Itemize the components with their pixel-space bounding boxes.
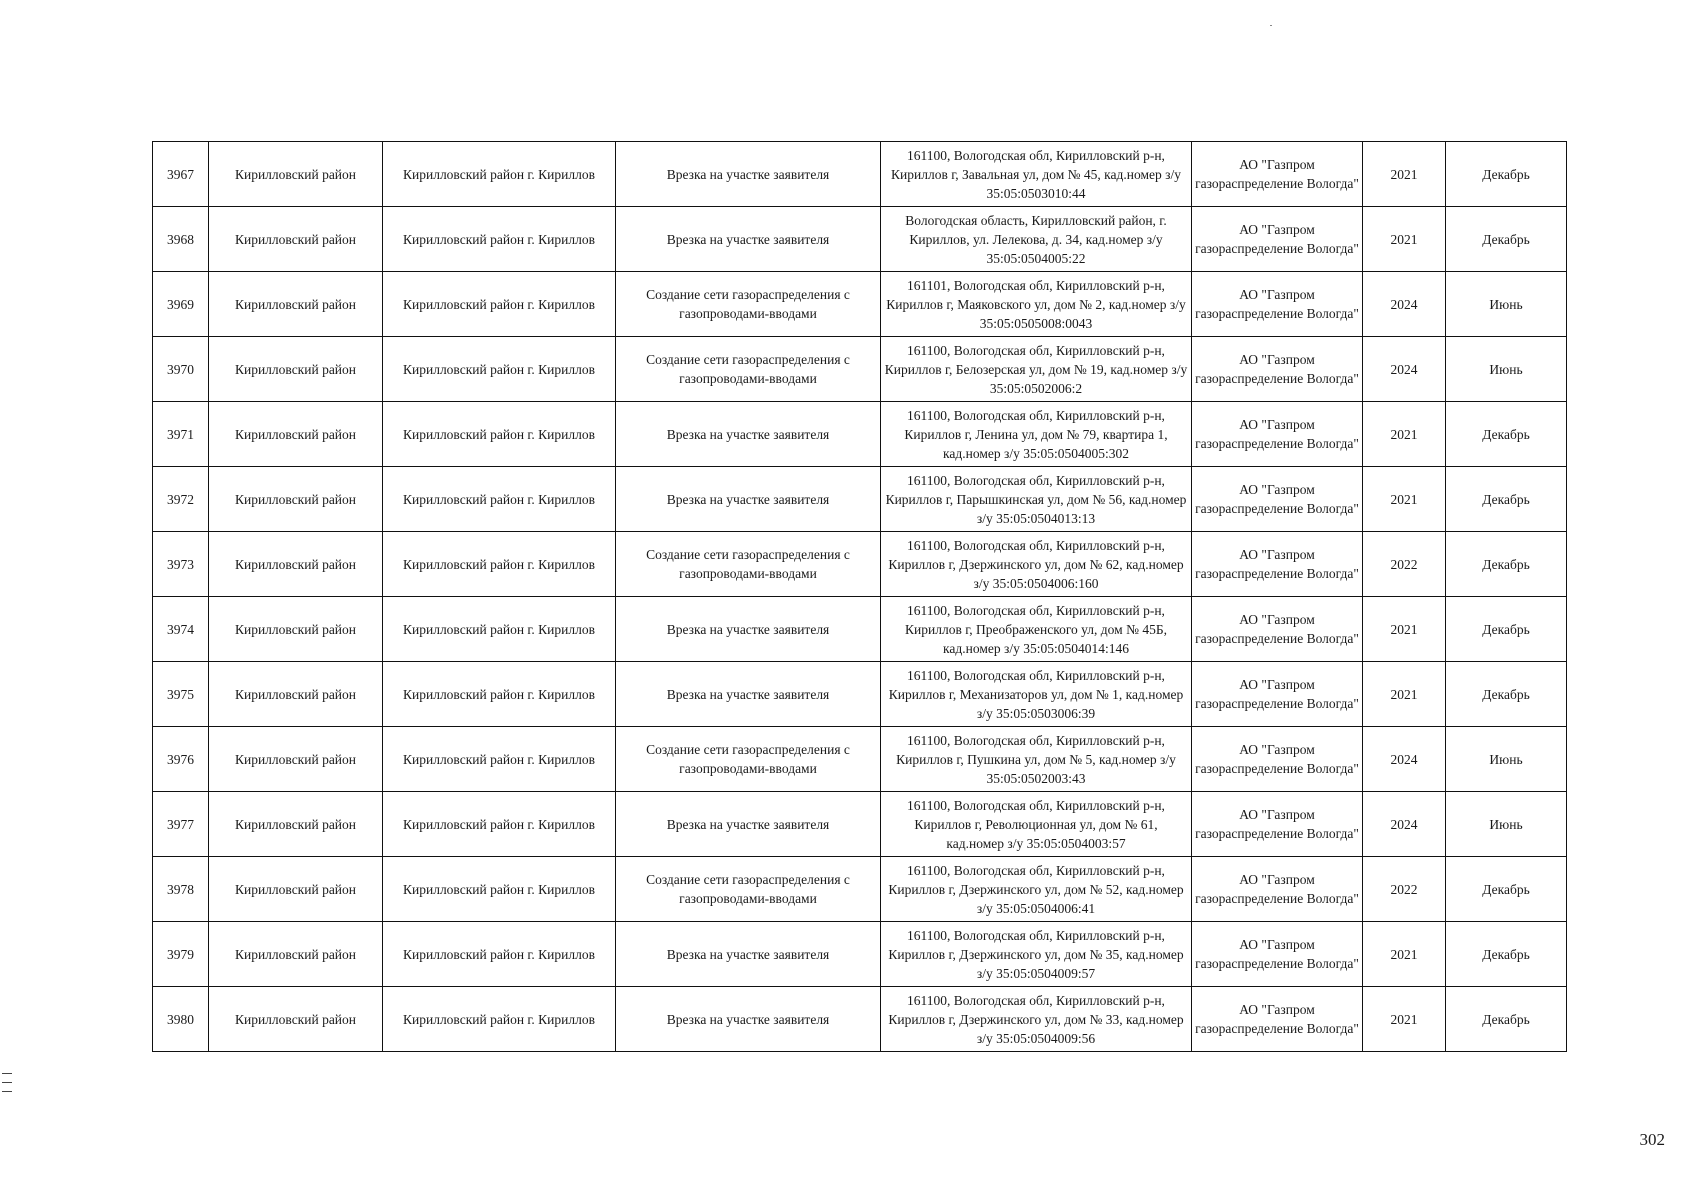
year-cell: 2021 [1363, 922, 1446, 987]
organization-cell: АО "Газпром газораспределение Вологда" [1192, 727, 1363, 792]
year-cell: 2024 [1363, 727, 1446, 792]
month-cell: Декабрь [1446, 207, 1567, 272]
year-cell: 2021 [1363, 142, 1446, 207]
table-body [153, 142, 1567, 1052]
organization-cell: АО "Газпром газораспределение Вологда" [1192, 597, 1363, 662]
locality-cell: Кирилловский район г. Кириллов [383, 207, 616, 272]
gasification-schedule-table [152, 141, 1567, 1052]
address-cell: Вологодская область, Кирилловский район, г. Кириллов, ул. Лелекова, д. 34, кад.номер з/у 35:05:0504005:22 [881, 207, 1192, 272]
work-type-cell: Врезка на участке заявителя [616, 402, 881, 467]
address-cell: 161100, Вологодская обл, Кирилловский р-н, Кириллов г, Преображенского ул, дом № 45Б, кад.номер з/у 35:05:0504014:146 [881, 597, 1192, 662]
organization-cell: АО "Газпром газораспределение Вологда" [1192, 337, 1363, 402]
work-type-cell: Создание сети газораспределения с газопроводами-вводами [616, 532, 881, 597]
district-cell: Кирилловский район [209, 142, 383, 207]
locality-cell: Кирилловский район г. Кириллов [383, 857, 616, 922]
work-type-cell: Врезка на участке заявителя [616, 792, 881, 857]
work-type-cell: Создание сети газораспределения с газопроводами-вводами [616, 857, 881, 922]
address-cell: 161100, Вологодская обл, Кирилловский р-н, Кириллов г, Пушкина ул, дом № 5, кад.номер з/у 35:05:0502003:43 [881, 727, 1192, 792]
table-row [153, 337, 1567, 402]
month-cell: Декабрь [1446, 402, 1567, 467]
organization-cell: АО "Газпром газораспределение Вологда" [1192, 922, 1363, 987]
work-type-cell: Врезка на участке заявителя [616, 987, 881, 1052]
table-row [153, 207, 1567, 272]
work-type-cell: Врезка на участке заявителя [616, 922, 881, 987]
row-number-cell: 3975 [153, 662, 209, 727]
margin-binding-marks [2, 1073, 12, 1100]
district-cell: Кирилловский район [209, 922, 383, 987]
month-cell: Июнь [1446, 727, 1567, 792]
month-cell: Июнь [1446, 337, 1567, 402]
row-number-cell: 3979 [153, 922, 209, 987]
table-row [153, 402, 1567, 467]
locality-cell: Кирилловский район г. Кириллов [383, 597, 616, 662]
month-cell: Декабрь [1446, 857, 1567, 922]
organization-cell: АО "Газпром газораспределение Вологда" [1192, 142, 1363, 207]
locality-cell: Кирилловский район г. Кириллов [383, 662, 616, 727]
year-cell: 2021 [1363, 987, 1446, 1052]
locality-cell: Кирилловский район г. Кириллов [383, 402, 616, 467]
table-row [153, 922, 1567, 987]
address-cell: 161100, Вологодская обл, Кирилловский р-н, Кириллов г, Дзержинского ул, дом № 35, кад.номер з/у 35:05:0504009:57 [881, 922, 1192, 987]
work-type-cell: Врезка на участке заявителя [616, 467, 881, 532]
row-number-cell: 3969 [153, 272, 209, 337]
row-number-cell: 3976 [153, 727, 209, 792]
year-cell: 2021 [1363, 207, 1446, 272]
year-cell: 2024 [1363, 337, 1446, 402]
row-number-cell: 3972 [153, 467, 209, 532]
table-row [153, 272, 1567, 337]
month-cell: Декабрь [1446, 922, 1567, 987]
year-cell: 2021 [1363, 662, 1446, 727]
row-number-cell: 3974 [153, 597, 209, 662]
district-cell: Кирилловский район [209, 337, 383, 402]
organization-cell: АО "Газпром газораспределение Вологда" [1192, 402, 1363, 467]
month-cell: Июнь [1446, 792, 1567, 857]
month-cell: Декабрь [1446, 987, 1567, 1052]
table-row [153, 792, 1567, 857]
page-number: 302 [1639, 1130, 1665, 1149]
locality-cell: Кирилловский район г. Кириллов [383, 272, 616, 337]
locality-cell: Кирилловский район г. Кириллов [383, 337, 616, 402]
locality-cell: Кирилловский район г. Кириллов [383, 792, 616, 857]
organization-cell: АО "Газпром газораспределение Вологда" [1192, 272, 1363, 337]
address-cell: 161100, Вологодская обл, Кирилловский р-н, Кириллов г, Ленина ул, дом № 79, квартира 1, кад.номер з/у 35:05:0504005:302 [881, 402, 1192, 467]
work-type-cell: Создание сети газораспределения с газопроводами-вводами [616, 337, 881, 402]
row-number-cell: 3971 [153, 402, 209, 467]
table-row [153, 987, 1567, 1052]
month-cell: Июнь [1446, 272, 1567, 337]
locality-cell: Кирилловский район г. Кириллов [383, 987, 616, 1052]
table-row [153, 727, 1567, 792]
address-cell: 161100, Вологодская обл, Кирилловский р-н, Кириллов г, Дзержинского ул, дом № 33, кад.номер з/у 35:05:0504009:56 [881, 987, 1192, 1052]
address-cell: 161100, Вологодская обл, Кирилловский р-н, Кириллов г, Завальная ул, дом № 45, кад.номер з/у 35:05:0503010:44 [881, 142, 1192, 207]
district-cell: Кирилловский район [209, 727, 383, 792]
district-cell: Кирилловский район [209, 597, 383, 662]
district-cell: Кирилловский район [209, 532, 383, 597]
month-cell: Декабрь [1446, 532, 1567, 597]
month-cell: Декабрь [1446, 597, 1567, 662]
organization-cell: АО "Газпром газораспределение Вологда" [1192, 467, 1363, 532]
address-cell: 161100, Вологодская обл, Кирилловский р-н, Кириллов г, Революционная ул, дом № 61, кад.номер з/у 35:05:0504003:57 [881, 792, 1192, 857]
address-cell: 161100, Вологодская обл, Кирилловский р-н, Кириллов г, Дзержинского ул, дом № 52, кад.номер з/у 35:05:0504006:41 [881, 857, 1192, 922]
year-cell: 2024 [1363, 272, 1446, 337]
organization-cell: АО "Газпром газораспределение Вологда" [1192, 792, 1363, 857]
organization-cell: АО "Газпром газораспределение Вологда" [1192, 207, 1363, 272]
year-cell: 2021 [1363, 402, 1446, 467]
address-cell: 161100, Вологодская обл, Кирилловский р-н, Кириллов г, Механизаторов ул, дом № 1, кад.номер з/у 35:05:0503006:39 [881, 662, 1192, 727]
table-row [153, 532, 1567, 597]
year-cell: 2022 [1363, 857, 1446, 922]
year-cell: 2021 [1363, 597, 1446, 662]
work-type-cell: Врезка на участке заявителя [616, 662, 881, 727]
scan-speck [1270, 25, 1272, 26]
work-type-cell: Создание сети газораспределения с газопроводами-вводами [616, 727, 881, 792]
district-cell: Кирилловский район [209, 857, 383, 922]
locality-cell: Кирилловский район г. Кириллов [383, 532, 616, 597]
district-cell: Кирилловский район [209, 272, 383, 337]
work-type-cell: Врезка на участке заявителя [616, 142, 881, 207]
address-cell: 161100, Вологодская обл, Кирилловский р-н, Кириллов г, Парышкинская ул, дом № 56, кад.номер з/у 35:05:0504013:13 [881, 467, 1192, 532]
district-cell: Кирилловский район [209, 792, 383, 857]
row-number-cell: 3970 [153, 337, 209, 402]
table-row [153, 142, 1567, 207]
year-cell: 2022 [1363, 532, 1446, 597]
year-cell: 2021 [1363, 467, 1446, 532]
district-cell: Кирилловский район [209, 987, 383, 1052]
locality-cell: Кирилловский район г. Кириллов [383, 467, 616, 532]
organization-cell: АО "Газпром газораспределение Вологда" [1192, 987, 1363, 1052]
address-cell: 161100, Вологодская обл, Кирилловский р-н, Кириллов г, Дзержинского ул, дом № 62, кад.номер з/у 35:05:0504006:160 [881, 532, 1192, 597]
table-row [153, 467, 1567, 532]
work-type-cell: Врезка на участке заявителя [616, 207, 881, 272]
row-number-cell: 3977 [153, 792, 209, 857]
locality-cell: Кирилловский район г. Кириллов [383, 922, 616, 987]
row-number-cell: 3978 [153, 857, 209, 922]
address-cell: 161100, Вологодская обл, Кирилловский р-н, Кириллов г, Белозерская ул, дом № 19, кад.номер з/у 35:05:0502006:2 [881, 337, 1192, 402]
month-cell: Декабрь [1446, 142, 1567, 207]
district-cell: Кирилловский район [209, 402, 383, 467]
work-type-cell: Врезка на участке заявителя [616, 597, 881, 662]
address-cell: 161101, Вологодская обл, Кирилловский р-н, Кириллов г, Маяковского ул, дом № 2, кад.номер з/у 35:05:0505008:0043 [881, 272, 1192, 337]
locality-cell: Кирилловский район г. Кириллов [383, 142, 616, 207]
organization-cell: АО "Газпром газораспределение Вологда" [1192, 857, 1363, 922]
work-type-cell: Создание сети газораспределения с газопроводами-вводами [616, 272, 881, 337]
row-number-cell: 3967 [153, 142, 209, 207]
district-cell: Кирилловский район [209, 662, 383, 727]
year-cell: 2024 [1363, 792, 1446, 857]
locality-cell: Кирилловский район г. Кириллов [383, 727, 616, 792]
table-row [153, 597, 1567, 662]
month-cell: Декабрь [1446, 662, 1567, 727]
row-number-cell: 3980 [153, 987, 209, 1052]
organization-cell: АО "Газпром газораспределение Вологда" [1192, 662, 1363, 727]
organization-cell: АО "Газпром газораспределение Вологда" [1192, 532, 1363, 597]
table-row [153, 857, 1567, 922]
month-cell: Декабрь [1446, 467, 1567, 532]
row-number-cell: 3973 [153, 532, 209, 597]
row-number-cell: 3968 [153, 207, 209, 272]
district-cell: Кирилловский район [209, 467, 383, 532]
table-row [153, 662, 1567, 727]
district-cell: Кирилловский район [209, 207, 383, 272]
